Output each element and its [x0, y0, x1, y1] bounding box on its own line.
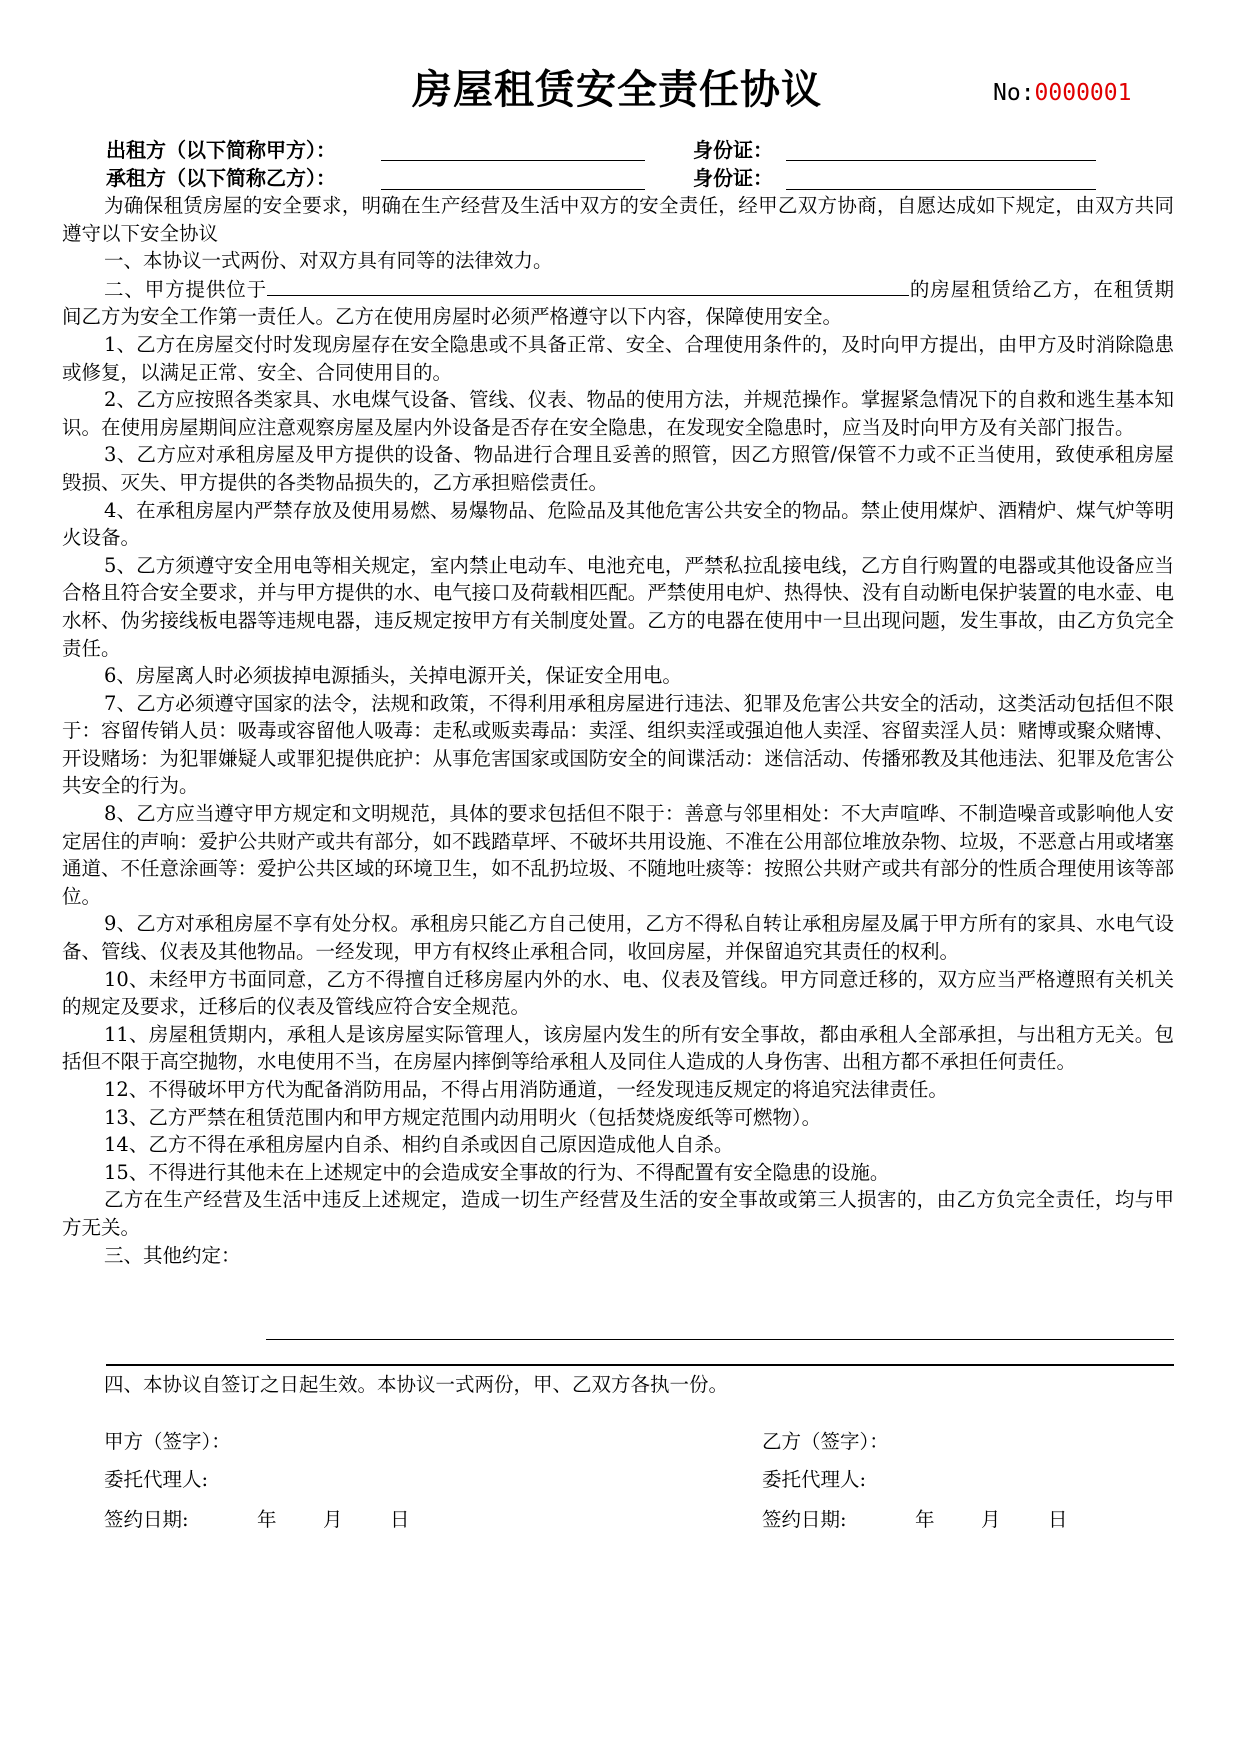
- document-number-value: 0000001: [1034, 80, 1132, 106]
- lessee-id-label: 身份证：: [693, 166, 773, 190]
- party-a-date-year: 年: [257, 1508, 277, 1531]
- clause-2-prefix: 二、甲方提供位于: [104, 277, 268, 301]
- preamble-paragraph: 为确保租赁房屋的安全要求，明确在生产经营及生活中双方的安全责任，经甲乙双方协商，自愿达成如下规定，由双方共同遵守以下安全协议: [62, 194, 1174, 245]
- item-4: 4、在承租房屋内严禁存放及使用易燃、易爆物品、危险品及其他危害公共安全的物品。禁止使用煤炉、酒精炉、煤气炉等明火设备。: [62, 498, 1174, 550]
- item-3: 3、乙方应对承租房屋及甲方提供的设备、物品进行合理且妥善的照管，因乙方照管/保管不力或不正当使用，致使承租房屋毁损、灭失、甲方提供的各类物品损失的，乙方承担赔偿责任。: [62, 443, 1174, 494]
- lessor-label: 出租方（以下简称甲方）：: [106, 138, 336, 162]
- effect-clause: 四、本协议自签订之日起生效。本协议一式两份，甲、乙双方各执一份。: [104, 1373, 729, 1396]
- lessee-id-field[interactable]: [786, 189, 1096, 190]
- other-terms-label: 三、其他约定：: [104, 1243, 241, 1267]
- party-a-agent-label: 委托代理人:: [104, 1468, 209, 1491]
- clause-1: 一、本协议一式两份、对双方具有同等的法律效力。: [104, 249, 553, 273]
- party-b-date-year: 年: [915, 1508, 935, 1531]
- item-10: 10、未经甲方书面同意，乙方不得擅自迁移房屋内外的水、电、仪表及管线。甲方同意迁移的，双方应当严格遵照有关机关的规定及要求，迁移后的仪表及管线应符合安全规范。: [62, 967, 1174, 1019]
- party-a-date-month: 月: [323, 1508, 343, 1531]
- item-15: 15、不得进行其他未在上述规定中的会造成安全事故的行为、不得配置有安全隐患的设施。: [104, 1160, 890, 1184]
- agreement-body: [62, 192, 1174, 1269]
- item-8: 8、乙方应当遵守甲方规定和文明规范，具体的要求包括但不限于：善意与邻里相处：不大声喧哗、不制造噪音或影响他人安定居住的声响：爱护公共财产或共有部分，如不践踏草坪、不破坏共用设施、不准在公用部位堆放杂物、垃圾，不恶意占用或堵塞通道、不任意涂画等：爱护公共区域的环境卫生，如不乱扔垃圾、不随地吐痰等：按照公共财产或共有部分的性质合理使用该等部位。: [62, 802, 1174, 908]
- lessor-id-field[interactable]: [786, 160, 1096, 161]
- liability-paragraph: 乙方在生产经营及生活中违反上述规定，造成一切生产经营及生活的安全事故或第三人损害的，由乙方负完全责任，均与甲方无关。: [62, 1188, 1174, 1239]
- item-12: 12、不得破坏甲方代为配备消防用品，不得占用消防通道，一经发现违反规定的将追究法律责任。: [104, 1078, 948, 1101]
- other-terms-field[interactable]: [266, 1339, 1174, 1340]
- party-b-date-label: 签约日期:: [762, 1508, 847, 1531]
- item-11: 11、房屋租赁期内，承租人是该房屋实际管理人，该房屋内发生的所有安全事故，都由承租人全部承担，与出租方无关。包括但不限于高空抛物，水电使用不当，在房屋内摔倒等给承租人及同住人造成的人身伤害、出租方都不承担任何责任。: [62, 1022, 1174, 1074]
- party-b-date-day: 日: [1048, 1508, 1068, 1531]
- item-14: 14、乙方不得在承租房屋内自杀、相约自杀或因自己原因造成他人自杀。: [104, 1133, 734, 1157]
- party-a-date-label: 签约日期:: [104, 1508, 189, 1531]
- clause-2: [62, 275, 1174, 331]
- document-number-label: No:: [993, 80, 1035, 106]
- document-title: 房屋租赁安全责任协议: [412, 67, 822, 113]
- party-a-date-day: 日: [390, 1508, 410, 1531]
- item-5: 5、乙方须遵守安全用电等相关规定，室内禁止电动车、电池充电，严禁私拉乱接电线，乙方自行购置的电器或其他设备应当合格且符合安全要求，并与甲方提供的水、电气接口及荷载相匹配。严禁使用电炉、热得快、没有自动断电保护装置的电水壶、电水杯、伪劣接线板电器等违规电器，违反规定按甲方有关制度处置。乙方的电器在使用中一旦出现问题，发生事故，由乙方负完全责任。: [62, 553, 1174, 660]
- item-7: 7、乙方必须遵守国家的法令，法规和政策，不得利用承租房屋进行违法、犯罪及危害公共安全的活动，这类活动包括但不限于：容留传销人员：吸毒或容留他人吸毒：走私或贩卖毒品：卖淫、组织卖淫或强迫他人卖淫、容留卖淫人员：赌博或聚众赌博、开设赌场：为犯罪嫌疑人或罪犯提供庇护：从事危害国家或国防安全的间谍活动：迷信活动、传播邪教及其他违法、犯罪及危害公共安全的行为。: [62, 691, 1174, 798]
- item-6: 6、房屋离人时必须拔掉电源插头，关掉电源开关，保证安全用电。: [104, 664, 682, 688]
- item-1: 1、乙方在房屋交付时发现房屋存在安全隐患或不具备正常、安全、合理使用条件的，及时向甲方提出，由甲方及时消除隐患或修复，以满足正常、安全、合同使用目的。: [62, 332, 1174, 384]
- document-number: [993, 78, 1131, 108]
- item-13: 13、乙方严禁在租赁范围内和甲方规定范围内动用明火（包括焚烧废纸等可燃物）。: [104, 1105, 822, 1129]
- party-b-agent-label: 委托代理人:: [762, 1468, 867, 1491]
- lessor-name-field[interactable]: [381, 160, 645, 161]
- clause-2-suffix: 的房屋租赁给乙方，在租赁期间乙方为安全工作第一责任人。乙方在使用房屋时必须严格遵守以下内容，保障使用安全。: [62, 277, 1174, 329]
- property-address-field[interactable]: [267, 275, 909, 296]
- party-b-signature-label: 乙方（签字）：: [762, 1430, 889, 1453]
- lessor-id-label: 身份证：: [693, 138, 773, 162]
- lessee-label: 承租方（以下简称乙方）：: [106, 166, 336, 190]
- lessee-name-field[interactable]: [381, 189, 645, 190]
- other-terms-field-line-2[interactable]: [106, 1364, 1174, 1366]
- item-2: 2、乙方应按照各类家具、水电煤气设备、管线、仪表、物品的使用方法，并规范操作。掌握紧急情况下的自救和逃生基本知识。在使用房屋期间应注意观察房屋及屋内外设备是否存在安全隐患，在发现安全隐患时，应当及时向甲方及有关部门报告。: [62, 388, 1174, 439]
- party-a-signature-label: 甲方（签字）：: [104, 1430, 231, 1453]
- party-b-date-month: 月: [981, 1508, 1001, 1531]
- item-9: 9、乙方对承租房屋不享有处分权。承租房只能乙方自己使用，乙方不得私自转让承租房屋及属于甲方所有的家具、水电气设备、管线、仪表及其他物品。一经发现，甲方有权终止承租合同，收回房屋，并保留追究其责任的权利。: [62, 912, 1174, 964]
